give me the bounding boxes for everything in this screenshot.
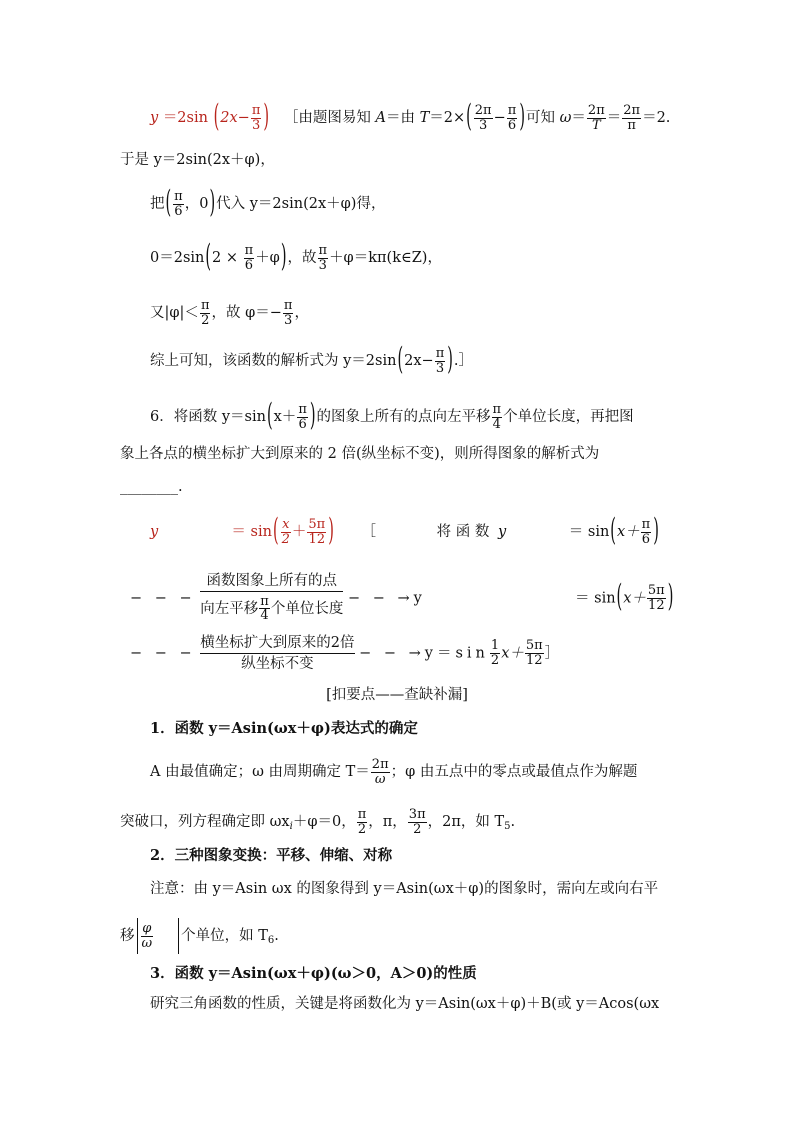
subscript: i: [289, 821, 293, 833]
q6-blank: ________.: [120, 479, 183, 495]
hint-eq2x: ＝2×: [429, 110, 466, 127]
hint-mid: ＝: [385, 110, 401, 127]
fraction: $\frac{\pi}{6}$: [507, 103, 517, 133]
line-3: [150, 186, 386, 221]
fraction: $\frac{2\pi}{T}$: [587, 103, 605, 133]
text: 6．将函数 y＝sin: [150, 409, 266, 426]
paren-right: ): [667, 581, 674, 615]
p3-title: 3．函数 y＝Asin(ωx＋φ)(ω＞0，A＞0)的性质: [150, 965, 477, 982]
paren-right: ): [209, 186, 216, 221]
text: x＋: [273, 409, 297, 426]
text: 向左平移 $\frac{\pi}{4}$ 个单位长度: [200, 593, 344, 624]
subscript: 6: [267, 935, 275, 946]
fraction: $\frac{\pi}{6}$: [298, 402, 307, 432]
fraction: $\frac{x}{2}$: [281, 517, 290, 547]
paren-right: ): [519, 100, 525, 135]
line-5: [150, 299, 309, 327]
text: 个单位，如 T: [181, 928, 268, 944]
text: 的图象上所有的点向左平移: [316, 409, 491, 426]
text: ＋φ: [255, 250, 280, 267]
paren-left: (: [205, 240, 212, 275]
paren-left: (: [213, 100, 220, 135]
text: .: [510, 814, 516, 831]
text: .］: [453, 353, 474, 370]
p1-line-2: [120, 808, 515, 836]
line-6: [150, 343, 474, 378]
text: 2 ×: [212, 250, 243, 267]
p2-line-2: [120, 918, 279, 954]
text: A 由最值确定；ω 由周期确定 T＝: [150, 764, 370, 781]
text: 综上可知，该函数的解析式为 y＝2sin: [150, 353, 397, 370]
paren-right: ): [328, 514, 334, 549]
fraction: $\frac{\pi}{4}$: [260, 593, 269, 624]
p2-title: 2．三种图象变换：平移、伸缩、对称: [150, 847, 393, 864]
fraction: $\frac{\pi}{3}$: [435, 346, 445, 376]
text: ，0: [184, 196, 209, 213]
fraction: $\frac{\pi}{2}$: [200, 298, 210, 328]
eq: ＝: [571, 110, 586, 127]
hint-T: T: [419, 110, 430, 127]
p1-line-1: [150, 758, 637, 786]
text: x＋: [616, 524, 640, 541]
omega: ω: [559, 110, 572, 127]
text: − − →y: [347, 590, 426, 607]
fraction: $\frac{3\pi}{2}$: [408, 807, 426, 837]
step1-line: [130, 574, 674, 623]
text: ，: [294, 305, 309, 322]
text: − − →y＝sin: [359, 645, 489, 662]
p3-line-1: 研究三角函数的性质，关键是将函数化为 y＝Asin(ωx＋φ)＋B(或 y＝Acos(ωx: [150, 996, 660, 1012]
text: x＋: [623, 590, 646, 607]
line-2: 于是 y＝2sin(2x＋φ)，: [120, 152, 275, 168]
fraction: $\frac{5\pi}{12}$: [308, 517, 326, 547]
fraction: $\frac{\pi}{6}$: [641, 517, 651, 547]
text: 0＝2sin: [150, 250, 205, 267]
subscript: 5: [504, 821, 511, 833]
text: ［: [361, 524, 377, 541]
fraction: $\frac{\pi}{6}$: [244, 243, 254, 273]
paren-right: ): [309, 399, 316, 434]
arrow-label: [200, 574, 343, 623]
hint-by: 由: [400, 110, 415, 127]
text: − − −: [130, 590, 196, 607]
kezhi: 可知: [525, 110, 555, 127]
text: ，故: [287, 250, 317, 267]
text: x＋: [501, 645, 524, 662]
text: 2x−: [404, 353, 434, 370]
fraction: $\frac{2\pi}{\omega}$: [371, 757, 389, 787]
answer-2x: 2x−: [220, 110, 250, 127]
answer-eq: ＝2sin: [162, 110, 208, 127]
text: 横坐标扩大到原来的2倍: [200, 636, 354, 654]
line-4: [150, 240, 442, 275]
hint-open: ［由题图易知: [283, 110, 371, 127]
paren-right: ): [280, 240, 287, 275]
text: ］: [544, 645, 560, 662]
paren-left: (: [272, 514, 279, 549]
minus: −: [493, 110, 506, 127]
text: ＋: [291, 524, 307, 541]
text: ＝ sin: [231, 524, 272, 541]
fraction: $\frac{\pi}{6}$: [174, 189, 183, 219]
fraction: $\frac{5\pi}{12}$: [647, 583, 665, 613]
q6-line-1: [150, 399, 634, 434]
answer-y: y: [150, 110, 159, 127]
paren-left: (: [466, 100, 472, 135]
paren-left: (: [165, 186, 172, 221]
paren-right: ): [447, 343, 453, 378]
text: ＝ sin: [575, 590, 616, 607]
text: ＋φ＝0，: [292, 814, 356, 831]
text: ，2π，如 T: [427, 814, 505, 831]
text: 突破口，列方程确定即 ωx: [120, 814, 290, 831]
answer6-line: [150, 514, 660, 549]
p1-title: 1．函数 y＝Asin(ωx＋φ)表达式的确定: [150, 720, 418, 737]
text: 函数图象上所有的点: [200, 574, 343, 592]
p2-line-1: 注意：由 y＝Asin ωx 的图象得到 y＝Asin(ωx＋φ)的图象时，需向左或向右平: [150, 881, 659, 897]
text: 纵坐标不变: [241, 655, 314, 672]
fraction: $\frac{5\pi}{12}$: [525, 638, 543, 668]
fraction: $\frac{\pi}{3}$: [251, 103, 261, 133]
text: − − −: [130, 645, 196, 662]
text: 移: [120, 928, 135, 944]
text: 代入 y＝2sin(2x＋φ)得，: [216, 196, 386, 213]
text: 把: [150, 196, 165, 213]
text: ＝ sin: [568, 524, 610, 541]
abs-bar: [178, 918, 179, 954]
eq2: ＝2.: [642, 110, 671, 127]
hint-A: A: [375, 110, 386, 127]
abs-bar: [137, 918, 138, 954]
fraction: $\frac{2\pi}{3}$: [474, 103, 492, 133]
text: 又|φ|＜: [150, 305, 199, 322]
fraction: $\frac{\varphi}{\omega}$: [141, 920, 153, 951]
text: ，π，: [368, 814, 407, 831]
section-title: [扣要点——查缺补漏]: [326, 687, 468, 703]
fraction: $\frac{2\pi}{\pi}$: [623, 103, 641, 133]
text: ，故 φ＝−: [211, 305, 282, 322]
text: ；φ 由五点中的零点或最值点作为解题: [390, 764, 638, 781]
text: 个单位长度，再把图: [503, 409, 634, 426]
eq: ＝: [606, 110, 622, 127]
text: y: [497, 524, 507, 541]
answer5-line: [150, 100, 671, 135]
arrow-label: [200, 636, 354, 671]
text: y: [150, 524, 159, 541]
text: ＋φ＝kπ(k∈Z)，: [329, 250, 442, 267]
paren-right: ): [263, 100, 270, 135]
fraction: $\frac{\pi}{2}$: [357, 807, 367, 837]
step2-line: [130, 636, 559, 671]
fraction: $\frac{\pi}{3}$: [318, 243, 328, 273]
text: .: [274, 928, 279, 944]
fraction: $\frac{1}{2}$: [490, 638, 500, 668]
paren-left: (: [266, 399, 273, 434]
fraction: $\frac{\pi}{4}$: [492, 402, 502, 432]
paren-left: (: [397, 343, 404, 378]
paren-left: (: [610, 514, 616, 549]
q6-line-2: 象上各点的横坐标扩大到原来的 2 倍(纵坐标不变)，则所得图象的解析式为: [120, 446, 600, 462]
fraction: $\frac{\pi}{3}$: [283, 298, 293, 328]
paren-left: (: [616, 581, 623, 615]
text: 将 函 数: [436, 524, 490, 541]
paren-right: ): [653, 514, 659, 549]
